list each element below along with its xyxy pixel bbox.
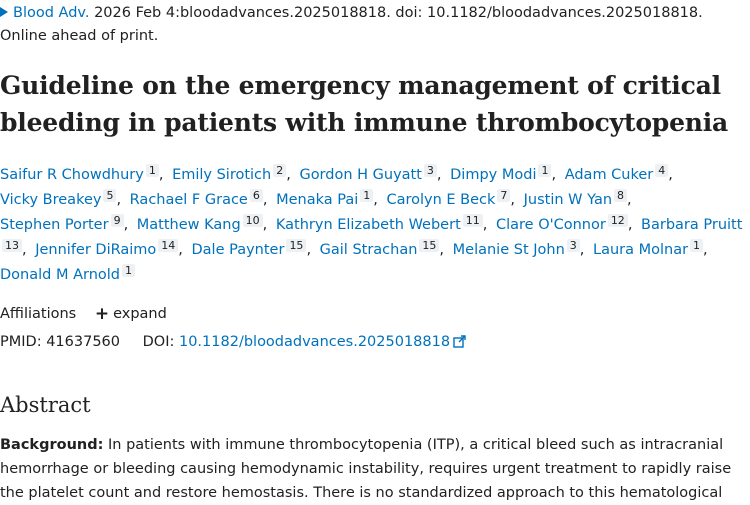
external-link-icon: [453, 335, 466, 348]
affiliation-badge[interactable]: 15: [419, 239, 439, 252]
author-link[interactable]: Barbara Pruitt: [641, 217, 743, 233]
affiliation-badge[interactable]: 10: [243, 214, 263, 227]
author-entry: [319, 239, 448, 258]
author-entry: [0, 264, 135, 283]
affiliation-badge[interactable]: 7: [497, 189, 510, 202]
affiliations-label: Affiliations: [0, 306, 77, 322]
author-separator: ,: [436, 167, 442, 183]
affiliation-badge[interactable]: 1: [538, 164, 551, 177]
author-separator: ,: [510, 192, 516, 208]
author-entry: [172, 164, 295, 183]
author-entry: [592, 239, 712, 258]
author-link[interactable]: Laura Molnar: [592, 242, 689, 258]
author-link[interactable]: Saifur R Chowdhury: [0, 167, 144, 183]
author-separator: ,: [22, 242, 27, 258]
background-label: Background:: [0, 437, 104, 453]
author-separator: ,: [262, 192, 268, 208]
triangle-right-icon[interactable]: [0, 7, 8, 17]
affiliation-badge[interactable]: 6: [250, 189, 263, 202]
abstract-heading: Abstract: [0, 393, 91, 417]
author-separator: ,: [306, 242, 312, 258]
citation-block: [0, 2, 745, 48]
author-link[interactable]: Dale Paynter: [191, 242, 285, 258]
author-entry: [523, 189, 636, 208]
affiliation-badge[interactable]: 1: [146, 164, 159, 177]
article-title: Guideline on the emergency management of critical bleeding in patients with immune thrombocytopenia: [0, 71, 729, 137]
affiliation-badge[interactable]: 8: [614, 189, 627, 202]
background-text: In patients with immune thrombocytopenia (ITP), a critical bleed such as intracranial hemorrhage or bleeding causing hemodynamic instability, requires urgent treatment to rapidly raise the platelet count and restore hemostasis. There is no standardized approach to this hematological: [0, 437, 732, 501]
author-entry: [136, 214, 272, 233]
author-link[interactable]: Carolyn E Beck: [386, 192, 496, 208]
author-entry: [129, 189, 272, 208]
citation-details: 2026 Feb 4:bloodadvances.2025018818. doi: 10.1182/bloodadvances.2025018818.: [89, 5, 703, 21]
identifiers-row: [0, 331, 466, 353]
affiliation-badge[interactable]: 1: [690, 239, 703, 252]
journal-link[interactable]: Blood Adv.: [13, 5, 90, 21]
affiliation-badge[interactable]: 11: [463, 214, 483, 227]
plus-icon: +: [94, 304, 110, 324]
author-separator: ,: [158, 167, 164, 183]
author-entry: [495, 214, 636, 233]
author-separator: ,: [627, 192, 632, 208]
author-link[interactable]: Gordon H Guyatt: [299, 167, 422, 183]
doi-label: DOI:: [142, 334, 175, 350]
affiliation-badge[interactable]: 14: [158, 239, 178, 252]
affiliation-badge[interactable]: 15: [286, 239, 306, 252]
author-link[interactable]: Melanie St John: [452, 242, 565, 258]
author-separator: ,: [551, 167, 557, 183]
author-separator: ,: [579, 242, 585, 258]
author-separator: ,: [703, 242, 708, 258]
author-entry: [191, 239, 316, 258]
author-link[interactable]: Vicky Breakey: [0, 192, 102, 208]
doi-link[interactable]: [179, 334, 466, 350]
author-entry: [35, 239, 187, 258]
affiliation-badge[interactable]: 3: [567, 239, 580, 252]
affiliation-badge[interactable]: 12: [608, 214, 628, 227]
pmid-label: PMID:: [0, 334, 42, 350]
expand-affiliations-button[interactable]: [95, 306, 167, 322]
publication-status: Online ahead of print.: [0, 28, 159, 44]
affiliation-badge[interactable]: 4: [655, 164, 668, 177]
expand-label: expand: [113, 306, 167, 322]
author-list: [0, 163, 745, 288]
author-link[interactable]: Clare O'Connor: [495, 217, 606, 233]
author-entry: [299, 164, 445, 183]
affiliation-badge[interactable]: 2: [273, 164, 286, 177]
author-separator: ,: [668, 167, 673, 183]
author-link[interactable]: Jennifer DiRaimo: [35, 242, 157, 258]
author-link[interactable]: Kathryn Elizabeth Webert: [275, 217, 461, 233]
author-entry: [0, 164, 167, 183]
author-separator: ,: [262, 217, 268, 233]
author-link[interactable]: Donald M Arnold: [0, 267, 120, 283]
doi-value: 10.1182/bloodadvances.2025018818: [178, 334, 451, 350]
pmid-value: 41637560: [46, 334, 121, 350]
author-separator: ,: [373, 192, 378, 208]
affiliation-badge[interactable]: 1: [360, 189, 373, 202]
author-link[interactable]: Justin W Yan: [523, 192, 613, 208]
affiliation-badge[interactable]: 13: [2, 239, 22, 252]
author-link[interactable]: Dimpy Modi: [450, 167, 537, 183]
affiliation-badge[interactable]: 3: [424, 164, 437, 177]
author-separator: ,: [116, 192, 122, 208]
affiliation-badge[interactable]: 5: [103, 189, 116, 202]
author-entry: [564, 164, 677, 183]
author-link[interactable]: Menaka Pai: [276, 192, 359, 208]
author-separator: ,: [123, 217, 129, 233]
author-link[interactable]: Rachael F Grace: [129, 192, 248, 208]
abstract-body: [0, 433, 745, 505]
author-entry: [386, 189, 519, 208]
affiliation-badge[interactable]: 9: [111, 214, 124, 227]
author-entry: [450, 164, 560, 183]
author-entry: [0, 214, 132, 233]
author-link[interactable]: Emily Sirotich: [172, 167, 272, 183]
author-link[interactable]: Stephen Porter: [0, 217, 109, 233]
author-separator: ,: [482, 217, 488, 233]
author-separator: ,: [439, 242, 445, 258]
affiliations-row: [0, 303, 167, 325]
author-separator: ,: [286, 167, 291, 183]
author-link[interactable]: Adam Cuker: [564, 167, 654, 183]
author-separator: ,: [627, 217, 633, 233]
author-entry: [452, 239, 589, 258]
author-entry: [276, 189, 382, 208]
author-entry: [275, 214, 491, 233]
affiliation-badge[interactable]: 1: [122, 264, 135, 277]
author-separator: ,: [178, 242, 183, 258]
author-link[interactable]: Matthew Kang: [136, 217, 241, 233]
author-link[interactable]: Gail Strachan: [319, 242, 418, 258]
author-entry: [0, 189, 125, 208]
